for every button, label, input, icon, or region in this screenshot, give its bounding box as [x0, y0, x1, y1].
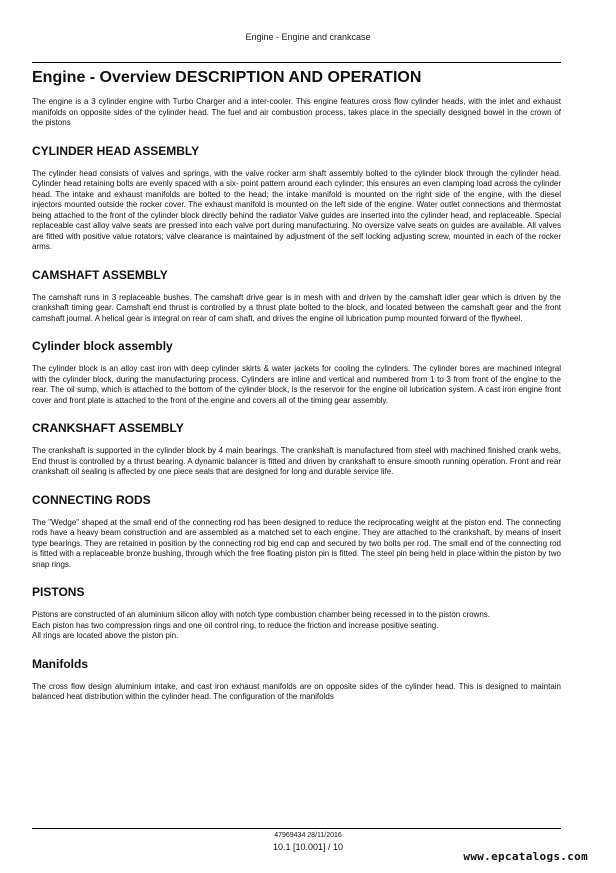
section-manifolds [32, 657, 561, 703]
section-pistons [32, 585, 561, 642]
section-heading: CAMSHAFT ASSEMBLY [32, 267, 168, 282]
section-heading: PISTONS [32, 585, 85, 599]
title-rule [32, 62, 561, 63]
watermark: www.epcatalogs.com [463, 850, 588, 863]
section-paragraph: Each piston has two compression rings and one oil control ring, to reduce the friction and increase positive seating. [32, 620, 439, 630]
section-heading: CRANKSHAFT ASSEMBLY [32, 421, 184, 435]
section-heading: CYLINDER HEAD ASSEMBLY [32, 143, 200, 158]
section-paragraph: Pistons are constructed of an aluminium silicon alloy with notch type combustion chamber being recessed in to the piston crowns. [32, 610, 491, 619]
footer-page-number: 10.1 [10.001] / 10 [272, 842, 344, 852]
section-crankshaft [32, 421, 561, 478]
footer-rule [32, 828, 561, 829]
intro-paragraph: The engine is a 3 cylinder engine with Turbo Charger and a inter-cooler. This engine features cross flow cylinder heads, with the inlet and exhaust manifolds on opposite sides of the cylinder head. The fuel and air combustion process, takes place in the specially designed bowel in the crown of the pistons [32, 97, 561, 127]
section-paragraph: The cylinder block is an alloy cast iron with deep cylinder skirts & water jackets for cooling the cylinders. The cylinder bores are machined integral with the cylinder block, during the manufacturing process. Cylinders are inline and vertical and numbered from 1 to 3 from front of the engine to the rear. The oil sump, which is attached to the bottom of the cylinder block, is the reservoir for the engine oil lubrication system. A cast iron engine front cover and front plate is attached to the front of the engine and covers all of the timing gear assembly. [32, 364, 561, 405]
page-title: Engine - Overview DESCRIPTION AND OPERATION [32, 69, 422, 86]
section-paragraph: The cylinder head consists of valves and springs, with the valve rocker arm shaft assembly bolted to the cylinder block through the cylinder head. Cylinder head retaining bolts are evenly spaced with a six- point pattern around each cylinder; this ensures an even clamping load across the cylinder head. The intake and exhaust manifolds are bolted to the head; the intake manifold is mounted on the right side of the engine, with the diesel injectors mounted outside the rocker cover. The exhaust manifold is mounted on the left side of the engine. Water outlet connections and thermostat being attached to the front of the cylinder block directly behind the radiator Valve guides are inserted into the cylinder head, and replaceable. Special replaceable cast alloy valve seats are pressed into each valve port during manufacturing. No oversize valve seats on guides are available. All valves are fitted with positive value rotators; valve clearance is maintained by adjustment of the self locking adjusting screw, mounted in each of the rocker arms. [32, 168, 561, 251]
section-paragraph: All rings are located above the piston pin. [32, 631, 179, 640]
footer-doc-code: 47969434 28/11/2016 [274, 832, 342, 839]
section-paragraph: The cross flow design aluminium intake, and cast iron exhaust manifolds are on opposite sides of the cylinder head. This is designed to maintain balanced heat distribution within the cylinder head. The configuration of the manifolds [32, 681, 561, 701]
section-heading: Manifolds [32, 656, 88, 671]
section-cylinder-block [32, 339, 561, 406]
page-header: Engine - Engine and crankcase [245, 32, 371, 42]
document-body [32, 97, 561, 703]
section-cylinder-head [32, 144, 561, 253]
section-paragraph: The crankshaft is supported in the cylinder block by 4 main bearings. The crankshaft is manufactured from steel with machined finished crank webs, End thrust is controlled by a thrust bearing. A dynamic balancer is fitted and driven by crankshaft to ensure smooth running operation. Front and rear crankshaft oil sealing is affected by one piece seals that are designed for long and durable service life. [32, 446, 561, 476]
section-heading: Cylinder block assembly [32, 339, 173, 353]
section-paragraph: The "Wedge" shaped at the small end of the connecting rod has been designed to reduce the reciprocating weight at the piston end. The connecting rods have a heavy beam construction and are assembled as a matched set to each engine. They are attached to the crankshaft, by means of insert type bearings. They are retained in position by the connecting rod big end cap and secured by two bolts per rod. The small end of the connecting rod is fitted with a replaceable bronze bushing, through which the free floating piston pin is fitted. The steel pin being held in place within the piston by two snap rings. [32, 517, 561, 569]
section-camshaft [32, 268, 561, 325]
section-connecting-rods [32, 493, 561, 571]
section-heading: CONNECTING RODS [32, 492, 151, 507]
section-paragraph: The camshaft runs in 3 replaceable bushes. The camshaft drive gear is in mesh with and driven by the camshaft idler gear which is driven by the crankshaft timing gear. Camshaft end thrust is controlled by a thrust plate bolted to the block, and located between the camshaft gear and the front camshaft journal. A helical gear is integral on rear of cam shaft, and drives the engine oil lubrication pump mounted forward of the flywheel. [32, 292, 561, 323]
